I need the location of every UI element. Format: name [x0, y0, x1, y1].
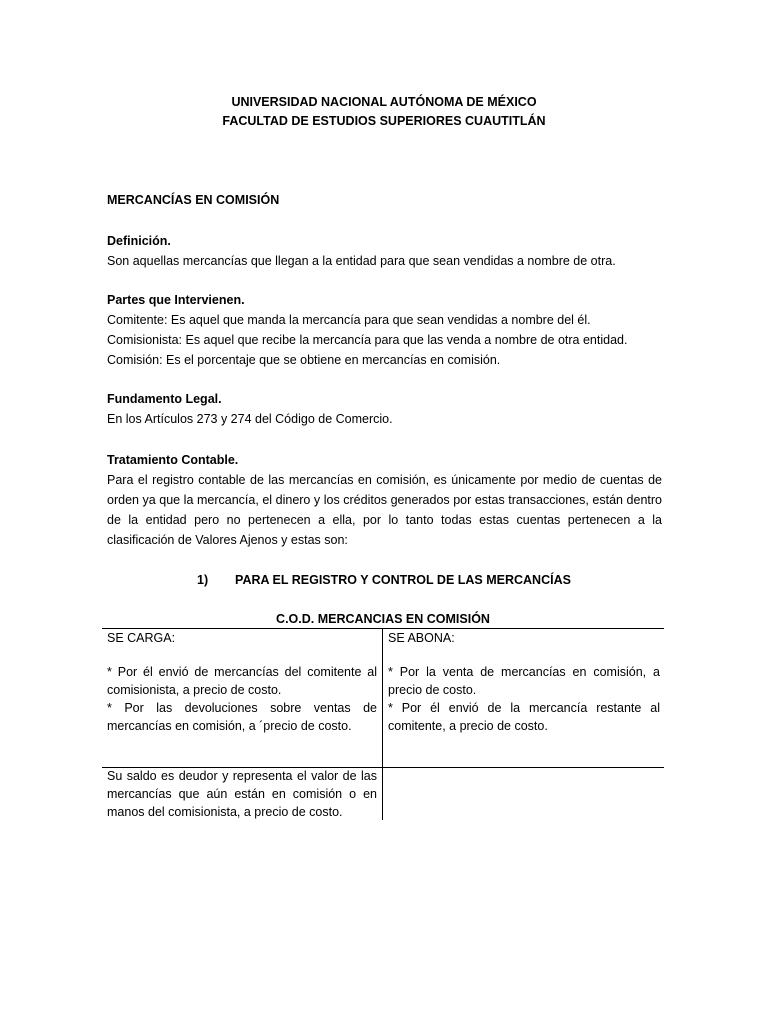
subheading-text: PARA EL REGISTRO Y CONTROL DE LAS MERCANCÍAS	[235, 573, 571, 587]
saldo-text: Su saldo es deudor y representa el valor de las mercancías que aún están en comisión o en manos del comisionista, a precio de costo.	[107, 769, 377, 819]
account-title: C.O.D. MERCANCIAS EN COMISIÓN	[276, 612, 490, 626]
fundamento-heading: Fundamento Legal.	[107, 392, 222, 406]
definicion-text: Son aquellas mercancías que llegan a la entidad para que sean vendidas a nombre de otra.	[107, 254, 616, 268]
carga-item: * Por él envió de mercancías del comitente al comisionista, a precio de costo.	[107, 665, 377, 697]
tratamiento-heading: Tratamiento Contable.	[107, 453, 239, 467]
carga-item: * Por las devoluciones sobre ventas de mercancías en comisión, a ´precio de costo.	[107, 701, 377, 733]
section-title: MERCANCÍAS EN COMISIÓN	[107, 193, 280, 207]
university-name: UNIVERSIDAD NACIONAL AUTÓNOMA DE MÉXICO	[231, 95, 537, 109]
carga-list	[107, 663, 377, 735]
partes-item-comitente: Comitente: Es aquel que manda la mercancía para que sean vendidas a nombre del él.	[107, 313, 591, 327]
table-column-divider	[382, 628, 383, 820]
fundamento-text: En los Artículos 273 y 274 del Código de Comercio.	[107, 412, 393, 426]
abona-item: * Por la venta de mercancías en comisión, a precio de costo.	[388, 665, 660, 697]
subheading	[0, 570, 768, 590]
abona-item: * Por él envió de la mercancía restante al comitente, a precio de costo.	[388, 701, 660, 733]
partes-item-comision: Comisión: Es el porcentaje que se obtiene en mercancías en comisión.	[107, 353, 501, 367]
partes-item-comisionista: Comisionista: Es aquel que recibe la mercancía para que las venda a nombre de otra entidad.	[107, 333, 628, 347]
abona-heading: SE ABONA:	[388, 631, 455, 645]
definicion-heading: Definición.	[107, 234, 171, 248]
faculty-name: FACULTAD DE ESTUDIOS SUPERIORES CUAUTITLÁN	[222, 114, 546, 128]
subheading-number: 1)	[197, 573, 209, 587]
abona-list	[388, 663, 660, 735]
carga-heading: SE CARGA:	[107, 631, 176, 645]
partes-heading: Partes que Intervienen.	[107, 293, 245, 307]
tratamiento-text: Para el registro contable de las mercancías en comisión, es únicamente por medio de cuentas de orden ya que la mercancía, el dinero y los créditos generados por estas transacciones, están dentro de la entidad pero no pertenecen a ella, por lo tanto todas estas cuentas pertenecen a la clasificación de Valores Ajenos y estas son:	[107, 473, 662, 547]
